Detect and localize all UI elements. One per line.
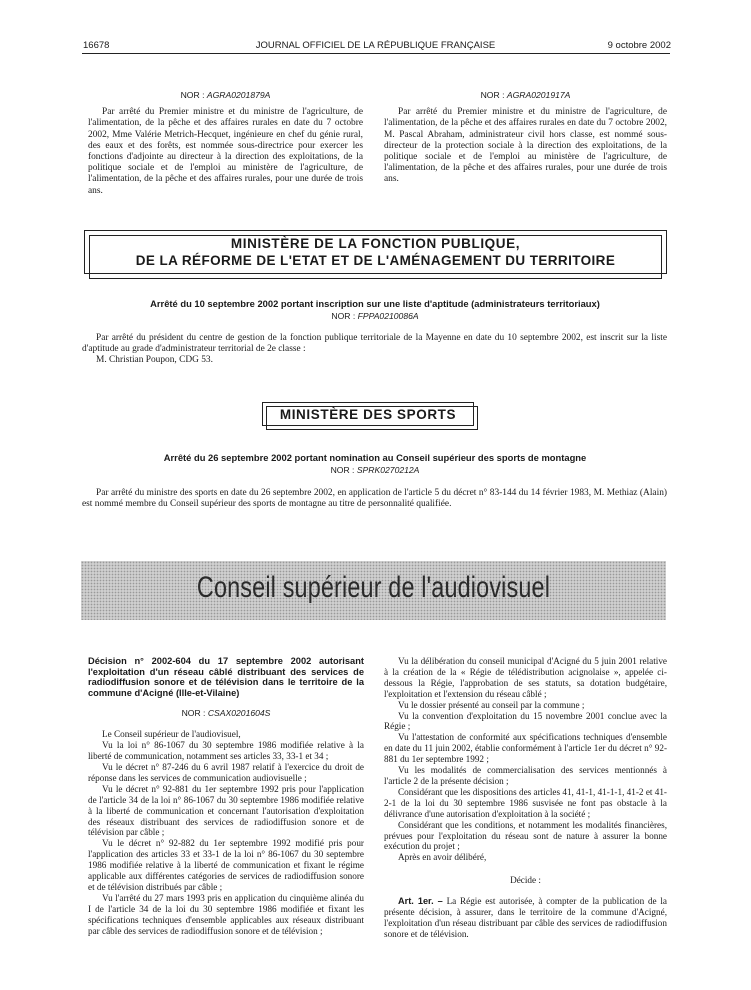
nor-code: AGRA0201879A <box>206 90 271 100</box>
nor-label: NOR : <box>181 708 206 719</box>
left-paragraph: Le Conseil supérieur de l'audiovisuel, <box>102 729 241 740</box>
right-paragraph: Considérant que les conditions, et notamment les modalités financières, prévues pour l'exploitation du réseau sont de nature à assurer la bonne exécution du projet ; <box>384 819 667 852</box>
ministry-fp-line1: MINISTÈRE DE LA FONCTION PUBLIQUE, <box>230 236 521 251</box>
ministry-fp-line2: DE LA RÉFORME DE L'ETAT ET DE L'AMÉNAGEMENT DU TERRITOIRE <box>135 253 616 268</box>
person-line: M. Christian Poupon, CDG 53. <box>96 355 213 366</box>
article-text: Par arrêté du Premier ministre et du ministre de l'agriculture, de l'alimentation, de la pêche et des affaires rurales en date du 7 octobre 2002, Mme Valérie Metrich-Hecquet, ingénieure en chef du génie rural, des eaux et des forêts, est nommée sous-directrice pour exercer les fonctions d'adjointe au directeur à la direction des exploitations, de la politique sociale et de l'emploi au ministère de l'agriculture, de l'alimentation, de la pêche et des affaires rurales, pour une durée de trois ans. <box>88 107 363 196</box>
article-text: Par arrêté du président du centre de gestion de la fonction publique territoriale de la Mayenne en date du 10 septembre 2002, est inscrit sur la liste d'aptitude au grade d'administrateur territorial de 2e classe : <box>82 333 667 355</box>
decision-right-column <box>384 656 667 940</box>
right-paragraph: Vu les modalités de commercialisation des services mentionnés à l'article 2 de la présente décision ; <box>384 765 667 786</box>
nor-label: NOR : <box>331 311 356 321</box>
nor-label: NOR : <box>480 90 505 100</box>
left-paragraph: Vu le décret n° 92-882 du 1er septembre 1992 modifié pris pour l'application des articles 33 et 33-1 de la loi n° 86-1067 du 30 septembre 1986 modifiée relative à la liberté de communication et fixant le régime applicable aux différentes catégories de services de radiodiffusion sonore et de télévision distribués par câble ; <box>88 838 364 892</box>
article-text: La Régie est autorisée, à compter de la publication de la présente décision, à assurer, dans le territoire de la commune d'Acigné, l'exploitation d'un réseau distribuant par câble des services de radiodiffusion sonore et de télévision. <box>384 896 668 939</box>
article-1 <box>384 896 667 940</box>
journal-title: JOURNAL OFFICIEL DE LA RÉPUBLIQUE FRANÇAISE <box>255 40 496 51</box>
nor-code: AGRA0201917A <box>506 90 571 100</box>
arrete-title: Arrêté du 10 septembre 2002 portant inscription sur une liste d'aptitude (administrateurs territoriaux) <box>150 298 600 309</box>
ministry-sports-text <box>82 488 667 510</box>
nor-line <box>88 708 364 719</box>
right-paragraph: Considérant que les dispositions des articles 41, 41-1, 41-1-1, 41-2 et 41-2-1 de la loi du 30 septembre 1986 susvisée ne font pas obstacle à la délivrance d'une autorisation d'exploitation à la société ; <box>384 786 667 819</box>
right-paragraph: Vu le dossier présenté au conseil par la commune ; <box>398 699 585 710</box>
decision-left-column <box>88 656 364 937</box>
nor-line <box>80 465 670 475</box>
nor-code: FPPA0210086A <box>357 311 419 321</box>
nor-line <box>384 90 667 101</box>
ministry-sports-title: MINISTÈRE DES SPORTS <box>279 407 457 422</box>
banner-title: Conseil supérieur de l'audiovisuel <box>196 571 551 604</box>
nor-code: SPRK0270212A <box>356 465 420 475</box>
ministry-fp-text <box>82 333 667 367</box>
header-date: 9 octobre 2002 <box>607 40 671 51</box>
left-paragraph: Vu le décret n° 92-881 du 1er septembre 1992 pris pour l'application de l'article 34 de la loi n° 86-1067 du 30 septembre 1986 modifiée relative à la liberté de communication et concernant l'autorisation d'exploitation des réseaux distribuant des services de radiodiffusion sonore et de télévision par câble ; <box>88 783 364 838</box>
nor-code: CSAX0201604S <box>207 708 271 719</box>
page-number: 16678 <box>83 40 110 51</box>
article-label: Art. 1er. – <box>398 896 443 907</box>
right-paragraph: Vu la convention d'exploitation du 15 novembre 2001 conclue avec la Régie ; <box>384 710 667 732</box>
top-left-article <box>88 90 363 197</box>
top-right-article <box>384 90 667 186</box>
header-rule <box>82 53 670 54</box>
left-paragraph: Vu le décret n° 87-246 du 6 avril 1987 relatif à l'exercice du droit de réponse dans les services de communication audiovisuelle ; <box>88 762 364 783</box>
nor-line <box>80 311 670 321</box>
arrete-title: Arrêté du 26 septembre 2002 portant nomination au Conseil supérieur des sports de montagne <box>163 452 587 463</box>
right-paragraph: Vu la délibération du conseil municipal d'Acigné du 5 juin 2001 relative à la création de la « Régie de télédistribution acignolaise », appelée ci-dessous la Régie, l'approbation de ses statuts, sa dotation budgétaire, l'exploitation et l'extension du réseau câblé ; <box>384 656 667 699</box>
left-paragraph: Vu l'arrêté du 27 mars 1993 pris en application du cinquième alinéa du I de l'article 34 de la loi du 30 septembre 1986 modifiée et fixant les spécifications techniques d'ensemble applicables aux réseaux distribuant par câble des services de radiodiffusion sonore et de télévision ; <box>88 892 364 936</box>
article-text: Par arrêté du ministre des sports en date du 26 septembre 2002, en application de l'article 5 du décret n° 83-144 du 14 février 1983, M. Methiaz (Alain) est nommé membre du Conseil supérieur des sports de montagne au titre de personnalité qualifiée. <box>82 488 667 510</box>
nor-label: NOR : <box>330 465 355 475</box>
decision-title: Décision n° 2002-604 du 17 septembre 2002 autorisant l'exploitation d'un réseau câblé distribuant des services de radiodiffusion sonore et de télévision dans le territoire de la commune d'Acigné (Ille-et-Vilaine) <box>88 656 364 698</box>
left-paragraph: Vu la loi n° 86-1067 du 30 septembre 1986 modifiée relative à la liberté de communication, notamment ses articles 33, 33-1 et 34 ; <box>88 740 364 762</box>
right-paragraph: Après en avoir délibéré, <box>398 852 487 863</box>
decide-line: Décide : <box>510 875 541 886</box>
csa-banner <box>81 561 666 620</box>
right-paragraph: Vu l'attestation de conformité aux spécifications techniques d'ensemble en date du 11 juin 2002, établie conformément à l'article 1er du décret n° 92-881 du 1er septembre 1992 ; <box>384 732 667 765</box>
nor-label: NOR : <box>180 90 205 100</box>
nor-line <box>88 90 363 101</box>
article-text: Par arrêté du Premier ministre et du ministre de l'agriculture, de l'alimentation, de la pêche et des affaires rurales en date du 7 octobre 2002, M. Pascal Abraham, administrateur civil hors classe, est nommé sous-directeur de la protection sociale à la direction des exploitations, de la politique sociale et de l'emploi au ministère de l'agriculture, de l'alimentation, de la pêche et des affaires rurales, pour une durée de trois ans. <box>384 107 667 185</box>
